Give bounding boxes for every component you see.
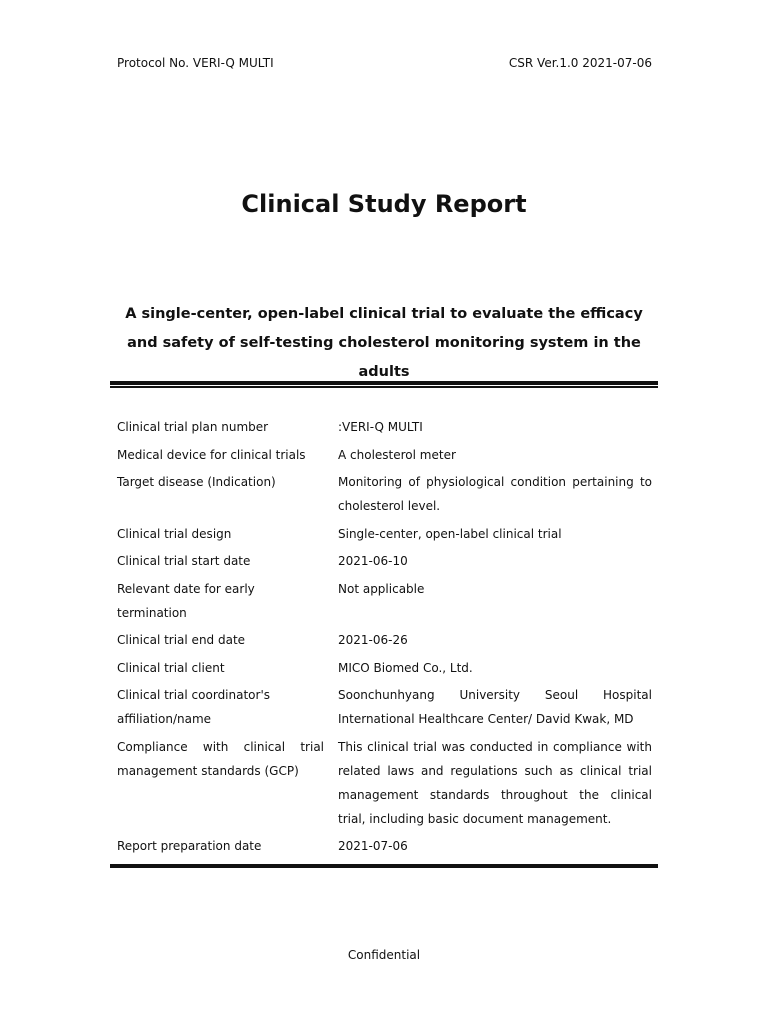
row-label: Target disease (Indication): [117, 475, 276, 489]
row-label: Relevant date for early termination: [117, 581, 255, 620]
row-value: :VERI-Q MULTI: [338, 420, 423, 434]
row-label: Clinical trial start date: [117, 554, 251, 568]
row-value: 2021-07-06: [338, 839, 408, 853]
row-value: Monitoring of physiological condition pertaining to cholesterol level.: [338, 475, 652, 513]
page-title: Clinical Study Report: [241, 190, 527, 218]
table-row: [117, 683, 652, 731]
table-row: [117, 415, 652, 439]
row-value: MICO Biomed Co., Ltd.: [338, 660, 473, 675]
table-row: [117, 735, 652, 831]
row-label: Clinical trial coordinator's affiliation/name: [117, 688, 271, 726]
study-subtitle: A single-center, open-label clinical trial to evaluate the efficacy and safety of self-testing cholesterol monitoring system in the adults: [125, 306, 643, 380]
table-row: [117, 549, 652, 573]
row-label: Report preparation date: [117, 839, 262, 853]
confidential-footer: Confidential: [347, 948, 421, 962]
row-value: This clinical trial was conducted in compliance with related laws and regulations such as clinical trial management standards throughout the clinical trial, including basic document management.: [338, 739, 652, 826]
table-row: [117, 522, 652, 546]
table-row: [117, 656, 652, 680]
row-label: Medical device for clinical trials: [117, 447, 306, 462]
report-version: CSR Ver.1.0 2021-07-06: [508, 56, 652, 70]
row-value: Single-center, open-label clinical trial: [338, 526, 562, 541]
row-label: Clinical trial design: [117, 526, 232, 541]
row-label: Clinical trial plan number: [117, 420, 269, 434]
row-label: Compliance with clinical trial management standards (GCP): [117, 739, 324, 778]
bottom-divider: [110, 864, 658, 868]
table-row: [117, 443, 652, 467]
table-row: [117, 834, 652, 858]
row-label: Clinical trial client: [117, 660, 225, 675]
top-divider: [110, 381, 658, 388]
table-row: [117, 470, 652, 518]
row-value: A cholesterol meter: [338, 447, 456, 462]
table-row: [117, 577, 652, 625]
protocol-number: Protocol No. VERI-Q MULTI: [117, 56, 274, 70]
row-value: 2021-06-26: [338, 633, 408, 647]
row-value: Soonchunhyang University Seoul Hospital International Healthcare Center/ David Kwak, MD: [338, 688, 652, 726]
row-value: 2021-06-10: [338, 554, 408, 568]
row-label: Clinical trial end date: [117, 633, 246, 647]
table-row: [117, 628, 652, 652]
row-value: Not applicable: [338, 581, 425, 596]
study-info-table: [117, 415, 652, 862]
